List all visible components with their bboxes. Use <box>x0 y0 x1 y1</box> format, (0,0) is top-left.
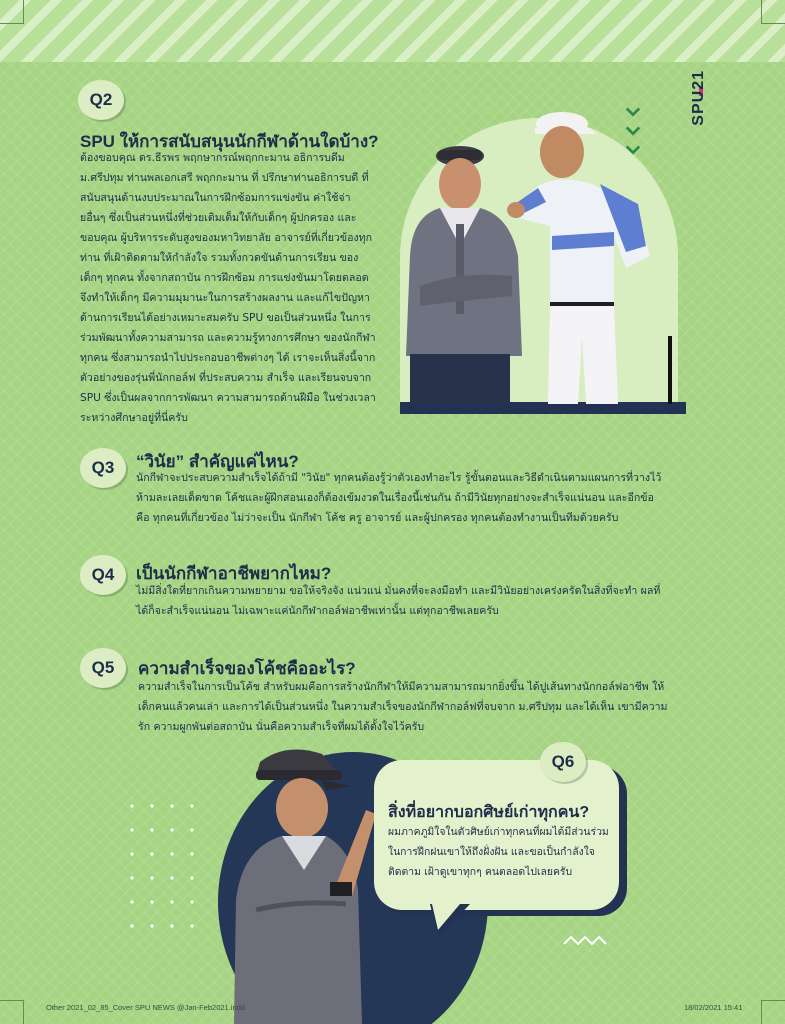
q4-body: ไม่มีสิ่งใดที่ยากเกินความพยายาม ขอให้จริงจัง แน่วแน่ มั่นคงที่จะลงมือทำ และมีวินัยอย่างเคร่งครัดในสิ่งที่จะทำ ผลที่ได้ก็จะสำเร็จแน่นอน ไม่เฉพาะแค่นักกีฬากอล์ฟอาชีพเท่านั้น แต่ทุกอาชีพเลยครับ <box>136 585 661 617</box>
q6-body: ผมภาคภูมิใจในตัวศิษย์เก่าทุกคนที่ผมได้มีส่วนร่วม ในการฝึกฝนเขาให้ถึงฝั่งฝัน และขอเป็นกำลังใจ ติดตาม เฝ้าดูเขาทุกๆ คนตลอดไปเลยครับ <box>388 826 609 878</box>
q6-badge: Q6 <box>540 742 586 782</box>
q4-title: เป็นนักกีฬาอาชีพยากไหม? <box>136 564 332 583</box>
q2-title: SPU ให้การสนับสนุนนักกีฬาด้านใดบ้าง? <box>80 132 379 151</box>
coach-and-golfer-photo <box>400 106 690 404</box>
dot-grid-decoration <box>126 800 196 930</box>
top-stripe-decoration <box>0 0 785 62</box>
q5-body: ความสำเร็จในการเป็นโค้ช สำหรับผมคือการสร้างนักกีฬาให้มีความสามารถมากยิ่งขึ้น ได้ปูเส้นทางนักกอล์ฟอาชีพ ให้เด็กคนแล้วคนเล่า และการได้เป็นส่วนหนึ่ง ในความสำเร็จของนักกีฬากอล์ฟที่จบจาก ม.ศรีปทุม และได้เห็น เขามีความรัก ความผูกพันต่อสถาบัน นั่นคือความสำเร็จที่ผมได้ตั้งใจไว้ครับ <box>138 681 668 733</box>
q6-title: สิ่งที่อยากบอกศิษย์เก่าทุกคน? <box>388 804 590 821</box>
q2-body: ต้องขอบคุณ ดร.ธีรพร พฤกษากรณ์พฤกกะมาน อธิการบดีมม.ศรีปทุม ท่านพลเอกเสรี พฤกกะมาน ที่ ปรึกษาท่านอธิการบดี ที่สนับสนุนด้านงบประมาณในการฝึกซ้อมการแข่งขัน ค่าใช้จ่ายอื่นๆ ซึ่งเป็นส่วนหนึ่งที่ช่วยเติมเต็มให้กับเด็กๆ ผู้ปกครอง และขอบคุณ ผู้บริหารระดับสูงของมหาวิทยาลัย อาจารย์ที่เกี่ยวข้องทุกท่าน ที่เฝ้าติดตามให้กำลังใจ รวมทั้งกวดขันด้านการเรียน ของเด็กๆ ทุกคน ทั้งจากสถาบัน การฝึกซ้อม การแข่งขันมาโดยตลอด จึงทำให้เด็กๆ มีความมุมานะในการสร้างผลงาน และแก้ไขปัญหา ด้านการเรียนได้อย่างเหมาะสมครับ SPU ขอเป็นส่วนหนึ่ง ในการร่วมพัฒนาทั้งความสามารถ และความรู้ทางการศึกษา ของนักกีฬาทุกคน ซึ่งสามารถนำไปประกอบอาชีพต่างๆ ได้ เราจะเห็นสิ่งนี้จากตัวอย่างของรุ่นพี่นักกอล์ฟ ที่ประสบความ สำเร็จ และเรียนจบจาก SPU ซึ่งเป็นผลจากการพัฒนา ความสามารถด้านฝีมือ ในช่วงเวลาระหว่างศึกษาอยู่ที่นี่ครับ <box>80 152 376 424</box>
q3-badge: Q3 <box>80 448 126 488</box>
coach-portrait-photo <box>226 740 376 1024</box>
q3-body: นักกีฬาจะประสบความสำเร็จได้ถ้ามี "วินัย" ทุกคนต้องรู้ว่าตัวเองทำอะไร รู้ขั้นตอนและวิธีดำเนินตามแผนการที่วางไว้ ห้ามละเลยเด็ดขาด โค้ชและผู้ฝึกสอนเองก็ต้องเข้มงวดในเรื่องนี้เช่นกัน ถ้ามีวินัยทุกอย่างจะสำเร็จแน่นอน และอีกข้อคือ ทุกคนที่เกี่ยวข้อง ไม่ว่าจะเป็น นักกีฬา โค้ช ครู อาจารย์ และผู้ปกครอง ทุกคนต้องทำงานเป็นทีมด้วยครับ <box>136 472 662 524</box>
q5-badge: Q5 <box>80 648 126 688</box>
footer-timestamp: 18/02/2021 15:41 <box>684 1003 743 1012</box>
bubble-tail <box>430 904 470 940</box>
crop-mark <box>761 1000 785 1024</box>
q2-badge: Q2 <box>78 80 124 120</box>
crop-mark <box>761 0 785 24</box>
crop-mark <box>0 1000 24 1024</box>
q5-title: ความสำเร็จของโค้ชคืออะไร? <box>138 659 356 678</box>
crop-mark <box>0 0 24 24</box>
q3-title: “วินัย” สำคัญแค่ไหน? <box>136 452 299 471</box>
zigzag-decoration <box>563 934 607 946</box>
footer-file-name: Other 2021_02_85_Cover SPU NEWS @Jan-Feb2021.indd <box>46 1003 245 1012</box>
spu21-logo: SPU21 <box>690 70 707 126</box>
q4-badge: Q4 <box>80 555 126 595</box>
